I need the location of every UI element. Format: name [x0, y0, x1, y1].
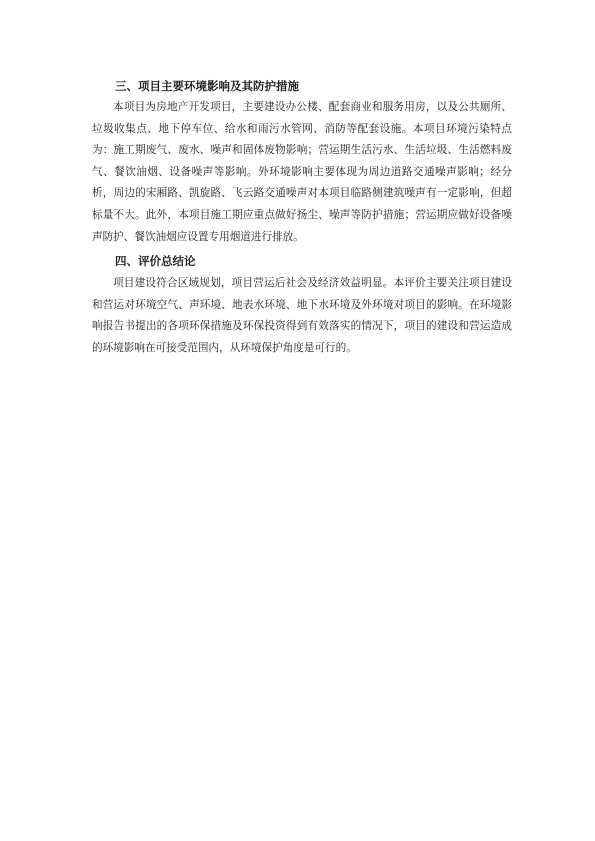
section-paragraph-conclusion: 项目建设符合区域规划，项目营运后社会及经济效益明显。本评价主要关注项目建设和营运对环境空气、声环境、地表水环境、地下水环境及外环境对项目的影响。在环境影响报告书提出的各项环保措施及环保投资得到有效落实的情况下，项目的建设和营运造成的环境影响在可接受范围内，从环境保护角度是可行的。	[92, 277, 512, 354]
section-heading-conclusion: 四、评价总结论	[115, 254, 196, 269]
section-heading-impacts: 三、项目主要环境影响及其防护措施	[115, 79, 299, 93]
document-page	[92, 78, 512, 360]
section-paragraph-impacts: 本项目为房地产开发项目，主要建设办公楼、配套商业和服务用房，以及公共厕所、垃圾收集点、地下停车位、给水和雨污水管网、消防等配套设施。本项目环境污染特点为：施工期废气、废水、噪声和固体废物影响；营运期生活污水、生活垃圾、生活燃料废气、餐饮油烟、设备噪声等影响。外环境影响主要体现为周边道路交通噪声影响；经分析，周边的宋厢路、凯旋路、飞云路交通噪声对本项目临路侧建筑噪声有一定影响，但超标量不大。此外，本项目施工期应重点做好扬尘、噪声等防护措施；营运期应做好设备噪声防护、餐饮油烟应设置专用烟道进行排放。	[92, 101, 512, 243]
